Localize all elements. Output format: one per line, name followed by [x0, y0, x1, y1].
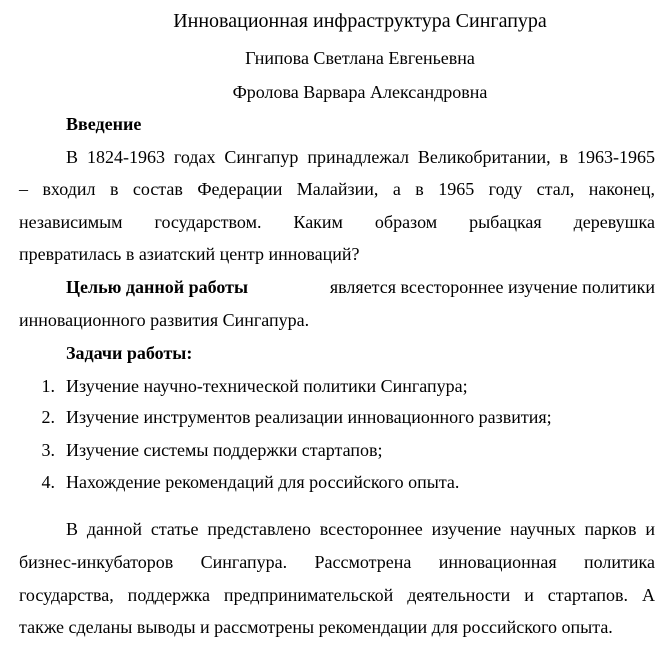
intro-line-2: – входил в состав Федерации Малайзии, а в 1965 году стал, наконец,: [19, 179, 655, 199]
author-2: Фролова Варвара Александровна: [232, 82, 488, 102]
tasks-heading: Задачи работы:: [66, 343, 193, 363]
summary-line-2: бизнес-инкубаторов Сингапура. Рассмотрена инновационная политика: [19, 552, 655, 572]
goal-line-2: инновационного развития Сингапура.: [19, 310, 310, 330]
summary-line-1: В данной статье представлено всестороннее изучение научных парков и: [66, 519, 655, 539]
goal-rest: является всестороннее изучение политики: [325, 277, 655, 297]
list-item-number: 1.: [41, 376, 55, 396]
intro-line-1: В 1824-1963 годах Сингапур принадлежал Великобритании, в 1963-1965: [66, 147, 655, 167]
list-item-text: Изучение инструментов реализации инновационного развития;: [66, 407, 552, 427]
summary-line-4: также сделаны выводы и рассмотрены рекомендации для российского опыта.: [19, 617, 613, 637]
goal-line-1: [66, 276, 655, 298]
author-1: Гнипова Светлана Евгеньевна: [245, 48, 475, 68]
list-item-text: Изучение научно-технической политики Сингапура;: [66, 376, 468, 396]
summary-line-3: государства, поддержка предпринимательской деятельности и стартапов. А: [19, 585, 655, 605]
intro-line-4: превратилась в азиатский центр инноваций?: [19, 244, 360, 264]
list-item-number: 2.: [41, 407, 55, 427]
list-item-text: Нахождение рекомендаций для российского опыта.: [66, 472, 460, 492]
document-title: Инновационная инфраструктура Сингапура: [173, 10, 547, 32]
intro-heading: Введение: [66, 114, 142, 134]
goal-emphasis: Целью данной работы: [66, 277, 249, 297]
list-item-text: Изучение системы поддержки стартапов;: [66, 440, 383, 460]
list-item-number: 4.: [41, 472, 55, 492]
intro-line-3: независимым государством. Каким образом рыбацкая деревушка: [19, 212, 655, 232]
list-item-number: 3.: [41, 440, 55, 460]
